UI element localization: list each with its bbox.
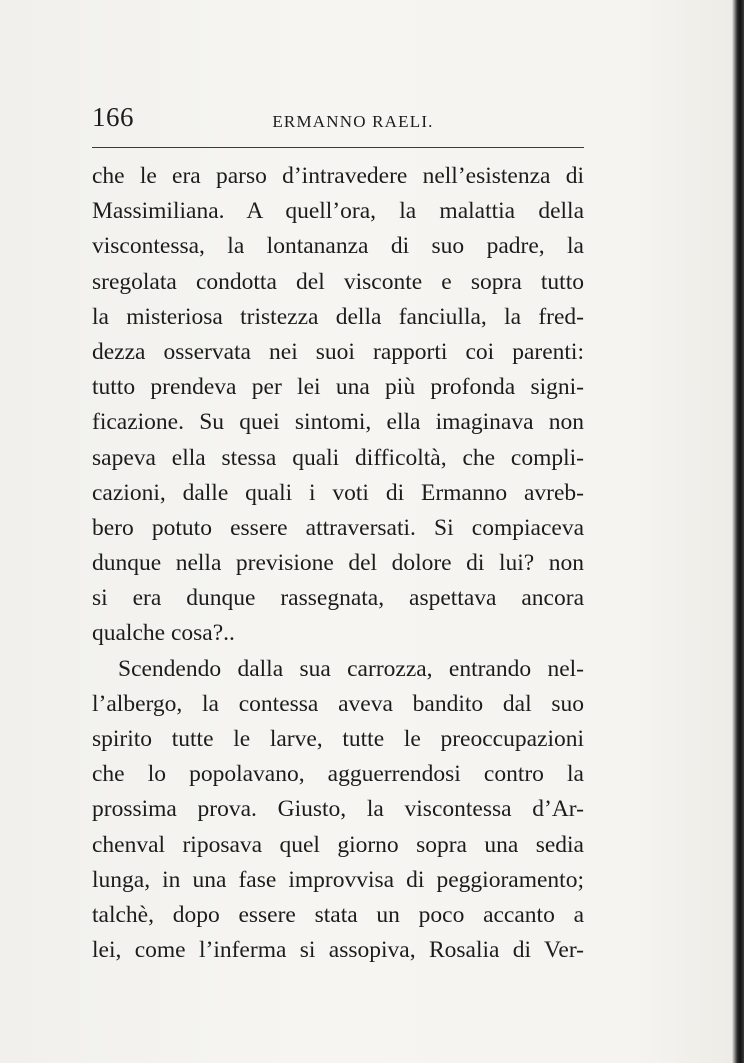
running-head: ERMANNO RAELI. [272,112,434,131]
header-rule [92,147,584,148]
text-line: la misteriosa tristezza della fanciulla, la fred- [92,303,584,330]
text-line: viscontessa, la lontananza di suo padre, la [92,233,584,260]
text-line: spirito tutte le larve, tutte le preoccupazioni [92,726,584,752]
text-line: sapeva ella stessa quali difficoltà, che compli- [92,444,584,471]
page-number: 166 [92,102,134,132]
text-line: che lo popolavano, agguerrendosi contro la [92,761,584,788]
text-line: dunque nella previsione del dolore di lui? non [92,550,584,577]
text-line: dezza osservata nei suoi rapporti coi parenti: [92,338,584,365]
binding-edge [732,0,744,1063]
page-header [92,98,584,138]
text-line: tutto prendeva per lei una più profonda signi- [92,374,584,401]
text-line: si era dunque rassegnata, aspettava ancora [92,585,584,612]
text-line: chenval riposava quel giorno sopra una sedia [92,831,584,858]
body-text [92,159,584,968]
text-line: sregolata condotta del visconte e sopra tutto [92,268,584,295]
text-line: talchè, dopo essere stata un poco accanto a [92,901,584,928]
text-line: che le era parso d’intravedere nell’esistenza di [92,163,584,189]
text-line: l’albergo, la contessa aveva bandito dal suo [92,690,584,717]
text-line: bero potuto essere attraversati. Si compiaceva [92,514,584,541]
text-line: lei, come l’inferma si assopiva, Rosalia di Ver- [92,937,584,964]
paragraph-start-line: Scendendo dalla sua carrozza, entrando nel- [118,655,584,682]
text-line: prossima prova. Giusto, la viscontessa d’Ar- [92,796,584,823]
text-line: ficazione. Su quei sintomi, ella imaginava non [92,409,584,436]
paragraph-end-line: qualche cosa?.. [92,620,235,647]
text-line: Massimiliana. A quell’ora, la malattia della [92,198,584,225]
text-line: cazioni, dalle quali i voti di Ermanno avreb- [92,479,584,506]
text-line: lunga, in una fase improvvisa di peggioramento; [92,866,584,893]
